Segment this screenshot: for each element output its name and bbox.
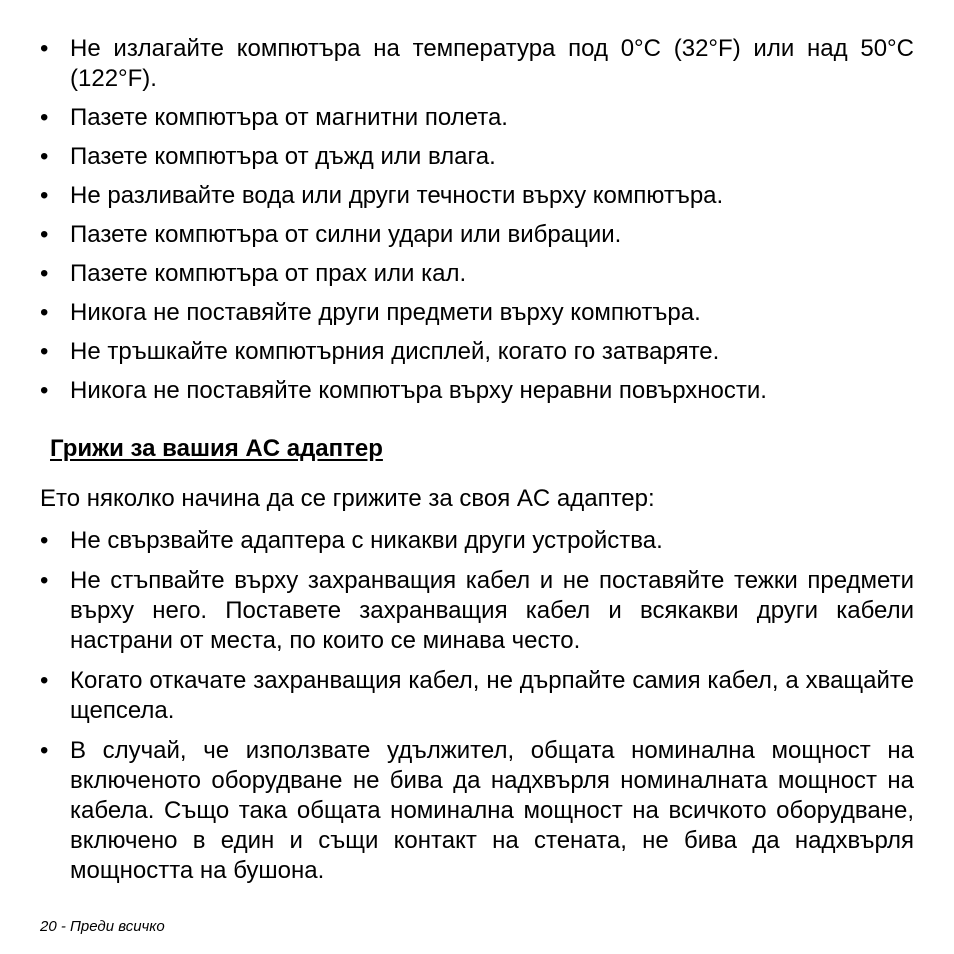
list-item <box>40 103 914 133</box>
list-item <box>40 337 914 367</box>
list-item-text: Никога не поставяйте други предмети върху компютъра. <box>70 299 701 326</box>
list-item-text: Пазете компютъра от дъжд или влага. <box>70 143 496 170</box>
list-item-text: Не излагайте компютъра на температура под 0°C (32°F) или над 50°C (122°F). <box>70 35 914 92</box>
list-item-text: Пазете компютъра от магнитни полета. <box>70 104 508 131</box>
section-heading: Грижи за вашия AC адаптер <box>50 435 383 462</box>
list-item-text: Пазете компютъра от силни удари или вибрации. <box>70 221 622 248</box>
list-item-text: Не свързвайте адаптера с никакви други устройства. <box>70 527 663 554</box>
bullet: • <box>40 299 49 326</box>
list-item <box>40 34 914 94</box>
bullet: • <box>40 221 49 248</box>
bullet: • <box>40 260 49 287</box>
list-item <box>40 220 914 250</box>
bullet: • <box>40 737 49 764</box>
bullet: • <box>40 567 49 594</box>
list-item-text: Не тръшкайте компютърния дисплей, когато го затваряте. <box>70 338 720 365</box>
list-item-text: В случай, че използвате удължител, общата номинална мощност на включеното оборудване не бива да надхвърля номиналната мощност на кабела. Също така общата номинална мощност на всичкото оборудване, включено в един и същи контакт на стената, не бива да надхвърля мощността на бушона. <box>70 737 914 884</box>
bullet: • <box>40 104 49 131</box>
page-footer: 20 - Преди всичко <box>40 918 165 935</box>
list-item <box>40 666 914 726</box>
bullet: • <box>40 143 49 170</box>
list-item-text: Никога не поставяйте компютъра върху неравни повърхности. <box>70 377 767 404</box>
list-item <box>40 376 914 406</box>
list-item <box>40 526 914 556</box>
list-item-text: Не разливайте вода или други течности върху компютъра. <box>70 182 724 209</box>
section-intro: Ето няколко начина да се грижите за своя AC адаптер: <box>40 485 655 512</box>
adapter-care-list <box>40 526 914 896</box>
list-item-text: Не стъпвайте върху захранващия кабел и не поставяйте тежки предмети върху него. Поставете захранващия кабел и всякакви други кабели настрани от места, по които се минава често. <box>70 567 914 654</box>
bullet: • <box>40 667 49 694</box>
list-item <box>40 298 914 328</box>
list-item <box>40 142 914 172</box>
list-item <box>40 181 914 211</box>
bullet: • <box>40 182 49 209</box>
care-list <box>40 34 914 415</box>
bullet: • <box>40 527 49 554</box>
list-item <box>40 259 914 289</box>
list-item-text: Когато откачате захранващия кабел, не дърпайте самия кабел, а хващайте щепсела. <box>70 667 914 724</box>
bullet: • <box>40 377 49 404</box>
list-item <box>40 736 914 886</box>
list-item <box>40 566 914 656</box>
bullet: • <box>40 338 49 365</box>
bullet: • <box>40 35 49 62</box>
list-item-text: Пазете компютъра от прах или кал. <box>70 260 467 287</box>
